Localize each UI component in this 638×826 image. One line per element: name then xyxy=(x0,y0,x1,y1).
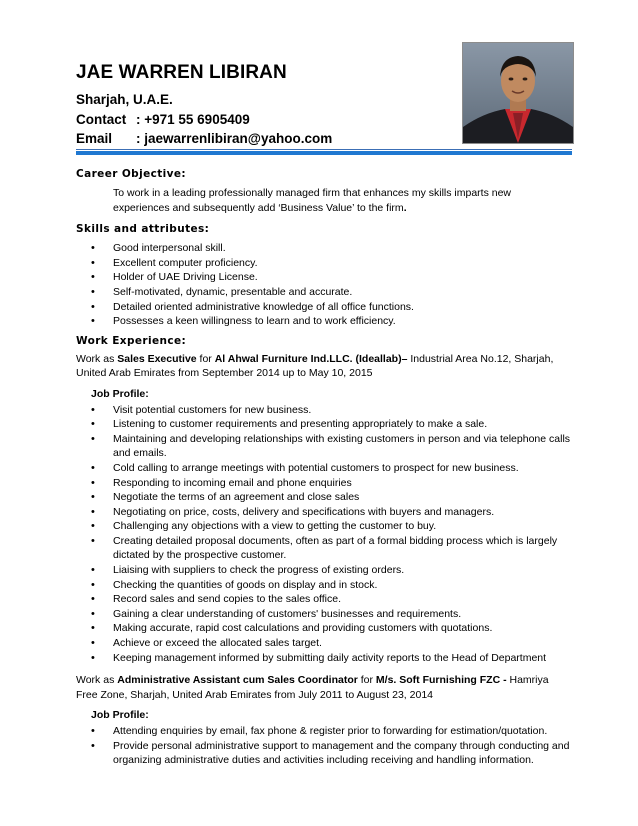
skill-item: • Self-motivated, dynamic, presentable and accurate. xyxy=(76,285,576,300)
skills-list xyxy=(76,241,576,329)
duty-item: • Achieve or exceed the allocated sales target. xyxy=(76,636,576,651)
duty-item: • Record sales and send copies to the sales office. xyxy=(76,592,576,607)
job1-position: Sales Executive xyxy=(117,352,197,365)
section-gap xyxy=(76,665,576,670)
career-objective-text xyxy=(76,186,533,215)
job1-for: for xyxy=(196,352,215,365)
applicant-name: JAE WARREN LIBIRAN xyxy=(76,62,287,83)
objective-text-main: To work in a leading professionally managed firm that enhances my skills imparts new experiences and subsequently add ‘Business Value’ to the firm xyxy=(113,187,512,214)
contact-value: : +971 55 6905409 xyxy=(136,111,250,127)
duty-item: • Creating detailed proposal documents, often as part of a formal bidding process which is largely dictated by the prospective customer. xyxy=(76,534,576,563)
contact-line xyxy=(76,110,476,130)
skill-item: • Holder of UAE Driving License. xyxy=(76,270,576,285)
duty-item: • Negotiating on price, costs, delivery and specifications with buyers and managers. xyxy=(76,505,576,520)
career-objective-heading: Career Objective: xyxy=(76,168,187,180)
job2-company: M/s. Soft Furnishing FZC - xyxy=(375,674,507,687)
job2-duties-list xyxy=(76,724,576,768)
job2-for: for xyxy=(357,674,376,687)
job1-company: Al Ahwal Furniture Ind.LLC. (Ideallab) xyxy=(214,352,402,365)
job1-duties-list xyxy=(76,403,576,666)
skill-item: • Excellent computer proficiency. xyxy=(76,256,576,271)
job1-profile-label: Job Profile: xyxy=(91,387,149,400)
duty-item: • Gaining a clear understanding of customers' businesses and requirements. xyxy=(76,607,576,622)
job2-details: Hamriya Free Zone, Sharjah, United Arab Emirates from July 2011 to August 23, 2014 xyxy=(76,674,549,701)
skill-item: • Detailed oriented administrative knowledge of all office functions. xyxy=(76,300,576,315)
header-divider-thin xyxy=(76,149,572,150)
duty-item: • Negotiate the terms of an agreement and close sales xyxy=(76,490,576,505)
duty-item: • Making accurate, rapid cost calculations and providing customers with quotations. xyxy=(76,621,576,636)
contact-label: Contact xyxy=(76,111,127,127)
email-label: Email xyxy=(76,131,113,146)
email-line xyxy=(76,129,476,149)
job2-summary xyxy=(76,673,556,702)
skill-item: • Good interpersonal skill. xyxy=(76,241,576,256)
duty-item: • Challenging any objections with a view to getting the customer to buy. xyxy=(76,519,576,534)
duty-item: • Provide personal administrative support to management and the company through conducting and organizing administrative duties and activities including receiving and handling information. xyxy=(76,739,576,768)
skills-heading: Skills and attributes: xyxy=(76,223,210,236)
duty-item: • Visit potential customers for new business. xyxy=(76,403,576,418)
location: Sharjah, U.A.E. xyxy=(76,92,173,107)
profile-photo xyxy=(462,42,574,144)
duty-item: • Liaising with suppliers to check the progress of existing orders. xyxy=(76,563,576,578)
email-value: : jaewarrenlibiran@yahoo.com xyxy=(136,131,333,146)
objective-text-end: . xyxy=(403,201,407,214)
duty-item: • Checking the quantities of goods on display and in stock. xyxy=(76,578,576,593)
duty-item: • Cold calling to arrange meetings with potential customers to prospect for new business. xyxy=(76,461,576,476)
duty-item: • Responding to incoming email and phone enquiries xyxy=(76,476,576,491)
job1-dash: – xyxy=(401,352,408,365)
duty-item: • Keeping management informed by submitting daily activity reports to the Head of Department xyxy=(76,651,576,666)
job2-position: Administrative Assistant cum Sales Coordinator xyxy=(117,674,358,687)
skill-item: • Possesses a keen willingness to learn and to work efficiency. xyxy=(76,314,576,329)
job2-profile-label: Job Profile: xyxy=(91,709,149,722)
resume-body xyxy=(76,162,576,768)
job1-details: Industrial Area No.12, Sharjah, United Arab Emirates from September 2014 up to May 10, 2015 xyxy=(76,352,554,380)
job1-intro: Work as xyxy=(76,352,118,365)
work-experience-heading: Work Experience: xyxy=(76,334,187,347)
job1-summary xyxy=(76,352,556,381)
resume-header xyxy=(76,60,476,149)
duty-item: • Maintaining and developing relationships with existing customers in person and via telephone calls and emails. xyxy=(76,432,576,461)
duty-item: • Listening to customer requirements and presenting appropriately to make a sale. xyxy=(76,417,576,432)
header-divider-thick xyxy=(76,151,572,155)
job2-intro: Work as xyxy=(76,674,118,687)
duty-item: • Attending enquiries by email, fax phone & register prior to forwarding for estimation/quotation. xyxy=(76,724,576,739)
